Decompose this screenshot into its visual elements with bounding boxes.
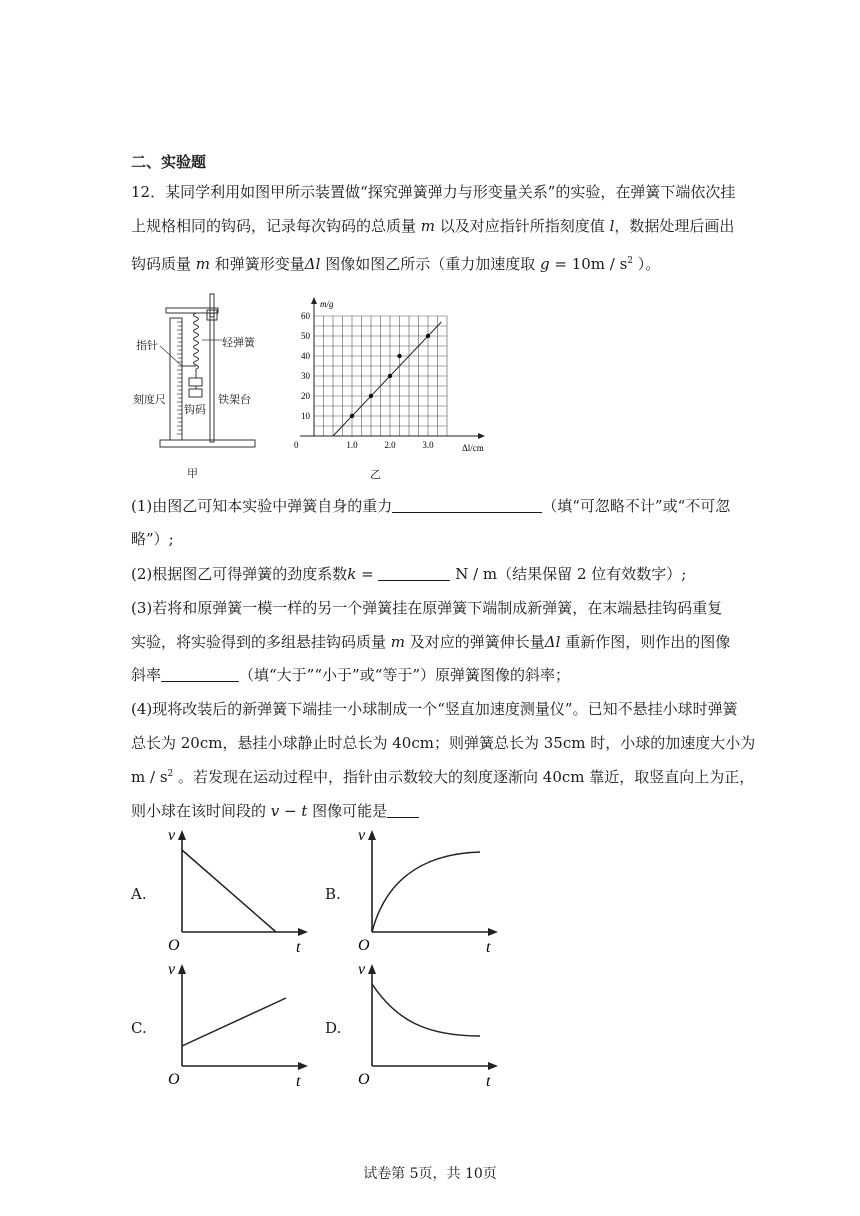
part-3-line-3 — [131, 664, 570, 685]
v-arrow — [178, 830, 186, 840]
t-label: t — [486, 1073, 491, 1090]
label-ruler: 刻度尺 — [133, 393, 166, 406]
page-footer: 试卷第 5页，共 10页 — [363, 1166, 497, 1182]
text: 以及对应指针所指刻度值 — [435, 217, 610, 235]
text: = — [356, 565, 379, 583]
origin-label: O — [168, 1071, 180, 1088]
y-tick-label: 50 — [301, 331, 310, 341]
question-line-2 — [131, 215, 734, 236]
x-axis-label: Δl/cm — [462, 443, 484, 453]
x-axis-arrow — [478, 433, 485, 439]
y-axis-label: m/g — [320, 299, 334, 309]
y-axis-arrow — [311, 297, 317, 304]
v-label: v — [168, 827, 176, 844]
text: 图像可能是 — [312, 802, 388, 820]
v-arrow — [368, 964, 376, 974]
answer-blank-3[interactable] — [161, 666, 239, 682]
text: (1)由图乙可知本实验中弹簧自身的重力 — [131, 497, 393, 515]
chart-axes — [300, 297, 485, 439]
option-b-graph[interactable] — [356, 826, 506, 956]
apparatus-figure — [130, 288, 270, 478]
option-a-label[interactable]: A. — [131, 885, 147, 903]
v-label: v — [358, 961, 366, 978]
y-tick-label: 30 — [301, 371, 310, 381]
vt-curve — [182, 850, 276, 932]
question-line-1: 12．某同学利用如图甲所示装置做“探究弹簧弹力与形变量关系”的实验，在弹簧下端依次挂 — [131, 183, 736, 201]
part-1-line-2: 略”）; — [131, 530, 174, 548]
text: 重新作图，则作出的图像 — [560, 633, 731, 651]
text: 及对应的弹簧伸长量 — [405, 633, 545, 651]
part-3-line-1: (3)若将和原弹簧一模一样的另一个弹簧挂在原弹簧下端制成新弹簧，在末端悬挂钩码重复 — [131, 599, 723, 617]
t-label: t — [296, 1073, 301, 1090]
label-weights: 钩码 — [184, 403, 206, 416]
option-c-label[interactable]: C. — [131, 1019, 147, 1037]
data-point — [397, 354, 401, 358]
v-label: v — [358, 827, 366, 844]
t-arrow — [298, 928, 308, 936]
part-4-line-2: 总长为 20cm，悬挂小球静止时总长为 40cm；则弹簧总长为 35cm 时，小球的加速度大小为 — [131, 734, 756, 752]
var-dl: Δl — [544, 633, 561, 651]
option-a-graph[interactable] — [166, 826, 316, 956]
t-label: t — [486, 939, 491, 956]
origin-label: O — [358, 937, 370, 954]
t-arrow — [298, 1062, 308, 1070]
data-point — [426, 334, 430, 338]
var-l: l — [609, 217, 615, 235]
text: ）。 — [633, 255, 661, 273]
part-3-line-2 — [131, 631, 730, 652]
y-tick-label: 10 — [301, 411, 310, 421]
v-arrow — [368, 830, 376, 840]
sup: 2 — [627, 256, 634, 266]
unit: N / m — [450, 565, 498, 583]
x-tick-label: 3.0 — [422, 440, 434, 450]
y-tick-label: 60 — [301, 311, 310, 321]
origin-label: 0 — [294, 440, 299, 450]
vt-curve — [182, 998, 286, 1046]
option-d-graph[interactable] — [356, 960, 506, 1090]
label-stand: 铁架台 — [218, 393, 251, 406]
text: 则小球在该时间段的 — [131, 802, 267, 820]
chart-grid — [314, 316, 447, 436]
x-tick-label: 1.0 — [346, 440, 358, 450]
section-title: 二、实验题 — [131, 153, 207, 171]
vt: v − t — [266, 802, 313, 820]
t-arrow — [488, 928, 498, 936]
label-pointer: 指针 — [136, 339, 158, 352]
var-dl: Δl — [304, 255, 321, 273]
t-arrow — [488, 1062, 498, 1070]
caption-yi: 乙 — [370, 468, 381, 481]
option-b-label[interactable]: B. — [325, 885, 341, 903]
part-1-line-1 — [131, 495, 730, 516]
var-m: m — [195, 255, 211, 273]
part-4-line-3 — [131, 766, 754, 787]
part-4-line-4 — [131, 800, 419, 821]
text: 斜率 — [131, 666, 162, 684]
text: 钩码质量 — [131, 255, 196, 273]
text: (2)根据图乙可得弹簧的劲度系数 — [131, 565, 348, 583]
text: 上规格相同的钩码，记录每次钩码的总质量 — [131, 217, 421, 235]
fit-line — [333, 322, 441, 436]
unit: m / s — [131, 768, 168, 786]
option-c-graph[interactable] — [166, 960, 316, 1090]
var-m: m — [420, 217, 436, 235]
v-label: v — [168, 961, 176, 978]
vt-curve — [372, 852, 480, 932]
data-point — [369, 394, 373, 398]
data-point — [350, 414, 354, 418]
sup: 2 — [167, 769, 174, 779]
var-k: k — [347, 565, 357, 583]
answer-blank-4[interactable] — [387, 802, 419, 818]
v-arrow — [178, 964, 186, 974]
text: ，数据处理后画出 — [614, 217, 735, 235]
caption-jia: 甲 — [187, 467, 198, 480]
text: 实验，将实验得到的多组悬挂钩码质量 — [131, 633, 391, 651]
label-spring: 轻弹簧 — [222, 336, 255, 349]
origin-label: O — [168, 937, 180, 954]
vt-curve — [372, 984, 480, 1036]
var-g: g — [539, 255, 550, 273]
text: （结果保留 2 位有效数字）; — [497, 565, 687, 583]
data-point — [388, 374, 392, 378]
part-2-line — [131, 563, 686, 584]
text: 。若发现在运动过程中，指针由示数较大的刻度逐渐向 40cm 靠近，取竖直向上为正， — [173, 768, 755, 786]
option-d-label[interactable]: D. — [325, 1019, 342, 1037]
chart-marks — [333, 322, 441, 436]
text: 和弹簧形变量 — [210, 255, 305, 273]
text: = 10m / s — [549, 255, 628, 273]
text: （填“可忽略不计”或“不可忽 — [542, 497, 731, 515]
y-tick-label: 20 — [301, 391, 310, 401]
question-line-3 — [131, 253, 660, 274]
answer-blank-2[interactable] — [378, 565, 450, 581]
answer-blank-1[interactable] — [392, 497, 542, 513]
m-vs-dl-chart — [280, 294, 500, 464]
y-tick-label: 40 — [301, 351, 310, 361]
x-tick-label: 2.0 — [384, 440, 396, 450]
t-label: t — [296, 939, 301, 956]
var-m: m — [390, 633, 406, 651]
part-4-line-1: (4)现将改装后的新弹簧下端挂一小球制成一个“竖直加速度测量仪”。已知不悬挂小球时弹簧 — [131, 700, 738, 718]
text: 图像如图乙所示（重力加速度取 — [320, 255, 540, 273]
text: （填“大于”“小于”或“等于”）原弹簧图像的斜率； — [239, 666, 571, 684]
origin-label: O — [358, 1071, 370, 1088]
